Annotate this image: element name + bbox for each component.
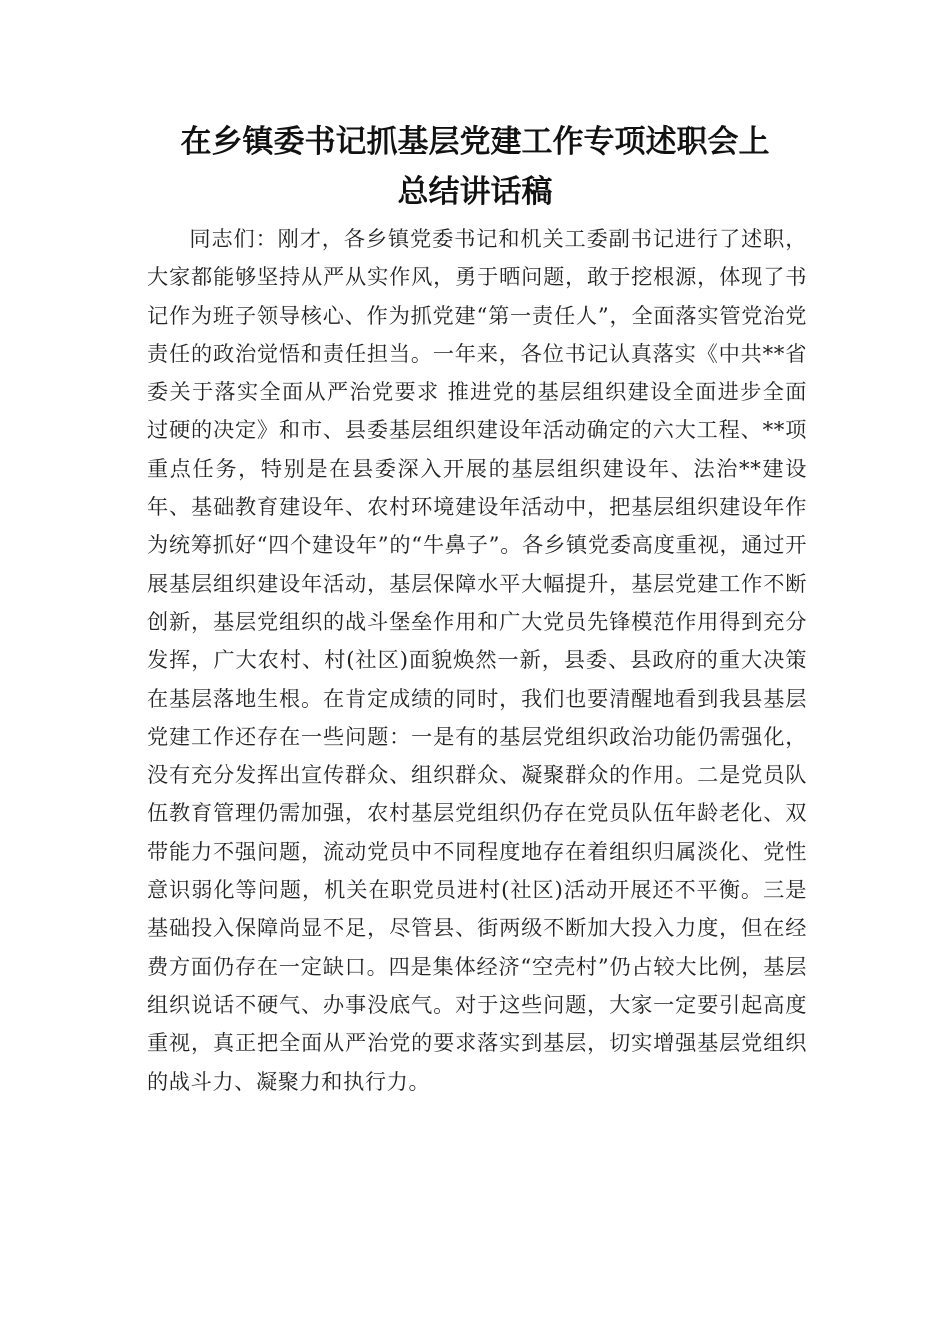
document-title-line-2: 总结讲话稿 bbox=[397, 174, 553, 210]
body-paragraph: 同志们：刚才，各乡镇党委书记和机关工委副书记进行了述职，大家都能够坚持从严从实作风，勇于晒问题，敢于挖根源，体现了书记作为班子领导核心、作为抓党建“第一责任人”，全面落实管党治党责任的政治觉悟和责任担当。一年来，各位书记认真落实《中共**省委关于落实全面从严治党要求 推进党的基层组织建设全面进步全面过硬的决定》和市、县委基层组织建设年活动确定的六大工程、**项重点任务，特别是在县委深入开展的基层组织建设年、法治**建设年、基础教育建设年、农村环境建设年活动中，把基层组织建设年作为统筹抓好“四个建设年”的“牛鼻子”。各乡镇党委高度重视，通过开展基层组织建设年活动，基层保障水平大幅提升，基层党建工作不断创新，基层党组织的战斗堡垒作用和广大党员先锋模范作用得到充分发挥，广大农村、村(社区)面貌焕然一新，县委、县政府的重大决策在基层落地生根。在肯定成绩的同时，我们也要清醒地看到我县基层党建工作还存在一些问题：一是有的基层党组织政治功能仍需强化，没有充分发挥出宣传群众、组织群众、凝聚群众的作用。二是党员队伍教育管理仍需加强，农村基层党组织仍存在党员队伍年龄老化、双带能力不强问题，流动党员中不同程度地存在着组织归属淡化、党性意识弱化等问题，机关在职党员进村(社区)活动开展还不平衡。三是基础投入保障尚显不足，尽管县、街两级不断加大投入力度，但在经费方面仍存在一定缺口。四是集体经济“空壳村”仍占较大比例，基层组织说话不硬气、办事没底气。对于这些问题，大家一定要引起高度重视，真正把全面从严治党的要求落实到基层，切实增强基层党组织的战斗力、凝聚力和执行力。 bbox=[147, 226, 807, 1094]
document-title-line-1: 在乡镇委书记抓基层党建工作专项述职会上 bbox=[180, 124, 770, 160]
